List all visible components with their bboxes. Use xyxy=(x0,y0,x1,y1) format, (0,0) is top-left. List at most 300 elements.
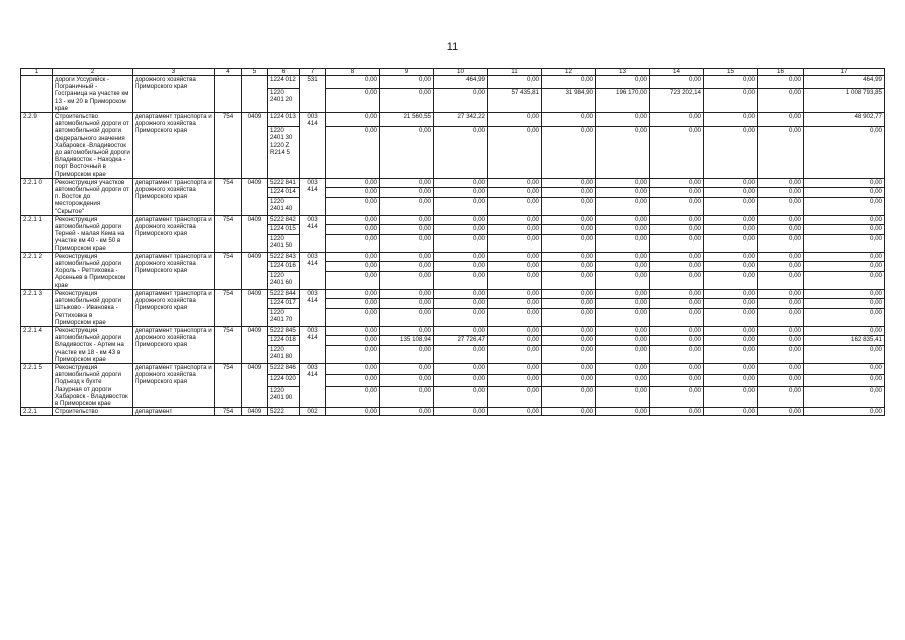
amount-cell: 0,00 xyxy=(758,88,804,112)
amount-cell: 0,00 xyxy=(804,345,885,363)
amount-cell: 0,00 xyxy=(804,225,885,235)
column-number: 12 xyxy=(542,69,596,76)
target-code: 1220 2401 90 xyxy=(268,386,300,407)
amount-cell: 0,00 xyxy=(434,299,488,309)
amount-cell: 0,00 xyxy=(380,197,434,215)
amount-cell: 0,00 xyxy=(380,308,434,326)
amount-cell: 0,00 xyxy=(488,408,542,416)
amount-cell: 0,00 xyxy=(434,375,488,386)
amount-cell: 0,00 xyxy=(380,188,434,198)
amount-cell: 0,00 xyxy=(434,215,488,225)
amount-cell: 464,99 xyxy=(804,76,885,89)
amount-cell: 0,00 xyxy=(704,262,758,272)
target-code: 1224 012 xyxy=(268,76,300,89)
amount-cell: 0,00 xyxy=(488,197,542,215)
amount-cell: 0,00 xyxy=(596,408,650,416)
amount-cell: 0,00 xyxy=(650,234,704,252)
amount-cell: 0,00 xyxy=(596,326,650,336)
amount-cell: 0,00 xyxy=(804,188,885,198)
column-number: 3 xyxy=(133,69,215,76)
amount-cell: 0,00 xyxy=(758,234,804,252)
department-name: департамент xyxy=(133,408,215,416)
amount-cell: 0,00 xyxy=(596,299,650,309)
amount-cell: 0,00 xyxy=(596,127,650,179)
amount-cell: 0,00 xyxy=(326,178,380,188)
amount-cell: 0,00 xyxy=(650,197,704,215)
object-name: Строительство xyxy=(53,408,133,416)
amount-cell: 0,00 xyxy=(542,345,596,363)
amount-cell: 0,00 xyxy=(704,188,758,198)
amount-cell: 0,00 xyxy=(488,308,542,326)
amount-cell: 0,00 xyxy=(704,178,758,188)
amount-cell: 0,00 xyxy=(380,215,434,225)
amount-cell: 0,00 xyxy=(542,308,596,326)
amount-cell: 0,00 xyxy=(542,326,596,336)
ministry-code: 754 xyxy=(215,408,242,416)
row-number: 2.2.1 4 xyxy=(21,326,53,363)
amount-cell: 723 202,14 xyxy=(650,88,704,112)
budget-table xyxy=(20,68,885,416)
amount-cell: 0,00 xyxy=(650,178,704,188)
amount-cell: 0,00 xyxy=(434,386,488,407)
section-code: 0409 xyxy=(242,178,268,215)
department-name: департамент транспорта и дорожного хозяйства Приморского края xyxy=(133,289,215,326)
column-number: 15 xyxy=(704,69,758,76)
amount-cell: 0,00 xyxy=(380,326,434,336)
amount-cell: 0,00 xyxy=(596,375,650,386)
amount-cell: 0,00 xyxy=(650,271,704,289)
amount-cell: 57 435,81 xyxy=(488,88,542,112)
amount-cell: 0,00 xyxy=(488,271,542,289)
table-row xyxy=(21,252,885,262)
amount-cell: 0,00 xyxy=(596,225,650,235)
amount-cell: 0,00 xyxy=(704,363,758,374)
amount-cell: 0,00 xyxy=(488,289,542,299)
amount-cell: 0,00 xyxy=(650,375,704,386)
amount-cell: 0,00 xyxy=(804,262,885,272)
section-code: 0409 xyxy=(242,252,268,289)
amount-cell: 0,00 xyxy=(758,386,804,407)
amount-cell: 0,00 xyxy=(326,215,380,225)
amount-cell: 0,00 xyxy=(542,336,596,346)
amount-cell: 0,00 xyxy=(488,375,542,386)
department-name: департамент транспорта и дорожного хозяйства Приморского края xyxy=(133,113,215,179)
amount-cell: 0,00 xyxy=(596,262,650,272)
section-code: 0409 xyxy=(242,408,268,416)
amount-cell: 0,00 xyxy=(650,225,704,235)
amount-cell: 0,00 xyxy=(704,375,758,386)
ministry-code: 754 xyxy=(215,363,242,407)
amount-cell: 0,00 xyxy=(650,299,704,309)
amount-cell: 0,00 xyxy=(326,252,380,262)
amount-cell: 0,00 xyxy=(542,289,596,299)
amount-cell: 0,00 xyxy=(326,336,380,346)
column-number: 5 xyxy=(242,69,268,76)
ministry-code: 754 xyxy=(215,215,242,252)
amount-cell: 0,00 xyxy=(804,289,885,299)
amount-cell: 0,00 xyxy=(758,178,804,188)
amount-cell: 0,00 xyxy=(650,408,704,416)
target-code: 1220 2401 30 1220 Z R214 5 xyxy=(268,127,300,179)
amount-cell: 0,00 xyxy=(758,299,804,309)
amount-cell: 0,00 xyxy=(758,289,804,299)
amount-cell: 0,00 xyxy=(804,326,885,336)
amount-cell: 0,00 xyxy=(704,113,758,127)
amount-cell: 0,00 xyxy=(326,299,380,309)
amount-cell: 0,00 xyxy=(596,386,650,407)
amount-cell: 0,00 xyxy=(488,336,542,346)
amount-cell: 0,00 xyxy=(380,363,434,374)
target-code: 1220 2401 80 xyxy=(268,345,300,363)
amount-cell: 0,00 xyxy=(758,127,804,179)
amount-cell: 0,00 xyxy=(804,299,885,309)
amount-cell: 0,00 xyxy=(380,271,434,289)
amount-cell: 0,00 xyxy=(758,345,804,363)
row-number xyxy=(21,76,53,113)
amount-cell: 0,00 xyxy=(596,178,650,188)
target-code: 1220 2401 60 xyxy=(268,271,300,289)
amount-cell: 0,00 xyxy=(704,345,758,363)
amount-cell: 0,00 xyxy=(380,262,434,272)
amount-cell: 0,00 xyxy=(488,234,542,252)
expense-type-code: 003 414 xyxy=(300,215,326,252)
object-name: Реконструкция автомобильной дороги Хороль - Реттиховка - Арсеньев в Приморском крае xyxy=(53,252,133,289)
department-name: департамент транспорта и дорожного хозяйства Приморского края xyxy=(133,178,215,215)
amount-cell: 0,00 xyxy=(488,262,542,272)
column-number: 17 xyxy=(804,69,885,76)
column-number: 8 xyxy=(326,69,380,76)
amount-cell: 0,00 xyxy=(804,363,885,374)
amount-cell: 0,00 xyxy=(650,363,704,374)
amount-cell: 0,00 xyxy=(704,234,758,252)
amount-cell: 0,00 xyxy=(650,336,704,346)
target-code: 1224 015 xyxy=(268,225,300,235)
amount-cell: 0,00 xyxy=(326,76,380,89)
amount-cell: 0,00 xyxy=(650,188,704,198)
amount-cell: 0,00 xyxy=(488,127,542,179)
amount-cell: 0,00 xyxy=(650,345,704,363)
amount-cell: 0,00 xyxy=(326,375,380,386)
amount-cell: 0,00 xyxy=(488,363,542,374)
ministry-code: 754 xyxy=(215,252,242,289)
amount-cell: 0,00 xyxy=(542,408,596,416)
department-name: дорожного хозяйства Приморского края xyxy=(133,76,215,113)
amount-cell: 0,00 xyxy=(542,234,596,252)
amount-cell: 0,00 xyxy=(704,408,758,416)
amount-cell: 0,00 xyxy=(434,289,488,299)
object-name: Реконструкция автомобильной дороги Подъезд к бухте Лазурная от дороги Хабаровск - Владивосток в Приморском крае xyxy=(53,363,133,407)
department-name: департамент транспорта и дорожного хозяйства Приморского края xyxy=(133,326,215,363)
object-name: дороги Уссурийск - Пограничный - Госграница на участке км 13 - км 20 в Приморском крае xyxy=(53,76,133,113)
amount-cell: 0,00 xyxy=(596,113,650,127)
amount-cell: 0,00 xyxy=(704,252,758,262)
amount-cell: 0,00 xyxy=(326,345,380,363)
amount-cell: 0,00 xyxy=(804,127,885,179)
row-number: 2.2.1 2 xyxy=(21,252,53,289)
ministry-code: 754 xyxy=(215,178,242,215)
column-number: 13 xyxy=(596,69,650,76)
amount-cell: 0,00 xyxy=(804,252,885,262)
object-name: Реконструкция автомобильной дороги Терней - малая Кема на участке км 40 - км 50 в Приморском крае xyxy=(53,215,133,252)
amount-cell: 0,00 xyxy=(380,299,434,309)
amount-cell: 0,00 xyxy=(596,76,650,89)
amount-cell: 0,00 xyxy=(650,113,704,127)
amount-cell: 0,00 xyxy=(488,76,542,89)
column-number: 9 xyxy=(380,69,434,76)
amount-cell: 0,00 xyxy=(804,197,885,215)
amount-cell: 0,00 xyxy=(704,215,758,225)
amount-cell: 0,00 xyxy=(380,345,434,363)
section-code: 0409 xyxy=(242,363,268,407)
department-name: департамент транспорта и дорожного хозяйства Приморского края xyxy=(133,252,215,289)
amount-cell: 0,00 xyxy=(758,336,804,346)
target-code: 1224 020 xyxy=(268,375,300,386)
amount-cell: 0,00 xyxy=(434,127,488,179)
row-number: 2.2.9 xyxy=(21,113,53,179)
amount-cell: 0,00 xyxy=(758,252,804,262)
amount-cell: 0,00 xyxy=(704,386,758,407)
amount-cell: 0,00 xyxy=(326,225,380,235)
amount-cell: 0,00 xyxy=(434,408,488,416)
table-row xyxy=(21,289,885,299)
column-number: 1 xyxy=(21,69,53,76)
amount-cell: 0,00 xyxy=(326,326,380,336)
amount-cell: 0,00 xyxy=(650,262,704,272)
amount-cell: 0,00 xyxy=(380,408,434,416)
target-code: 1224 014 xyxy=(268,188,300,198)
amount-cell: 0,00 xyxy=(488,178,542,188)
target-code: 5222 843 xyxy=(268,252,300,262)
amount-cell: 0,00 xyxy=(804,215,885,225)
amount-cell: 0,00 xyxy=(596,215,650,225)
amount-cell: 196 170,00 xyxy=(596,88,650,112)
section-code: 0409 xyxy=(242,289,268,326)
table-row xyxy=(21,408,885,416)
amount-cell: 0,00 xyxy=(596,252,650,262)
expense-type-code: 003 414 xyxy=(300,326,326,363)
target-code: 1224 013 xyxy=(268,113,300,127)
expense-type-code: 003 414 xyxy=(300,289,326,326)
amount-cell: 0,00 xyxy=(326,234,380,252)
amount-cell: 0,00 xyxy=(596,197,650,215)
target-code: 5222 844 xyxy=(268,289,300,299)
amount-cell: 0,00 xyxy=(758,188,804,198)
amount-cell: 0,00 xyxy=(434,308,488,326)
section-code: 0409 xyxy=(242,215,268,252)
amount-cell: 0,00 xyxy=(804,178,885,188)
amount-cell: 0,00 xyxy=(380,127,434,179)
amount-cell: 27 342,22 xyxy=(434,113,488,127)
amount-cell: 0,00 xyxy=(434,271,488,289)
amount-cell: 0,00 xyxy=(380,289,434,299)
amount-cell: 0,00 xyxy=(542,271,596,289)
amount-cell: 0,00 xyxy=(804,271,885,289)
amount-cell: 0,00 xyxy=(542,188,596,198)
table-row xyxy=(21,76,885,89)
table-row xyxy=(21,215,885,225)
amount-cell: 0,00 xyxy=(704,88,758,112)
amount-cell: 0,00 xyxy=(326,127,380,179)
amount-cell: 0,00 xyxy=(434,363,488,374)
amount-cell: 0,00 xyxy=(326,363,380,374)
target-code: 5222 845 xyxy=(268,326,300,336)
column-number: 4 xyxy=(215,69,242,76)
column-number: 16 xyxy=(758,69,804,76)
column-number: 2 xyxy=(53,69,133,76)
amount-cell: 0,00 xyxy=(758,375,804,386)
ministry-code: 754 xyxy=(215,289,242,326)
amount-cell: 0,00 xyxy=(380,76,434,89)
amount-cell: 0,00 xyxy=(704,326,758,336)
amount-cell: 0,00 xyxy=(380,375,434,386)
expense-type-code: 002 xyxy=(300,408,326,416)
amount-cell: 0,00 xyxy=(758,76,804,89)
amount-cell: 0,00 xyxy=(650,386,704,407)
amount-cell: 0,00 xyxy=(542,113,596,127)
table-row xyxy=(21,363,885,374)
amount-cell: 0,00 xyxy=(488,225,542,235)
amount-cell: 0,00 xyxy=(704,127,758,179)
amount-cell: 0,00 xyxy=(326,308,380,326)
column-number: 6 xyxy=(268,69,300,76)
amount-cell: 0,00 xyxy=(542,127,596,179)
page-number: 11 xyxy=(446,41,459,53)
amount-cell: 0,00 xyxy=(380,252,434,262)
amount-cell: 464,99 xyxy=(434,76,488,89)
object-name: Реконструкция автомобильной дороги Владивосток - Артем на участке км 18 - км 43 в Приморском крае xyxy=(53,326,133,363)
target-code: 1224 017 xyxy=(268,299,300,309)
amount-cell: 0,00 xyxy=(704,308,758,326)
amount-cell: 0,00 xyxy=(488,188,542,198)
amount-cell: 0,00 xyxy=(758,271,804,289)
amount-cell: 0,00 xyxy=(704,197,758,215)
object-name: Реконструкция участков автомобильной дороги от п. Восток до месторождения "Скрытое" xyxy=(53,178,133,215)
amount-cell: 0,00 xyxy=(596,363,650,374)
amount-cell: 0,00 xyxy=(434,197,488,215)
amount-cell: 0,00 xyxy=(380,234,434,252)
amount-cell: 0,00 xyxy=(326,113,380,127)
amount-cell: 0,00 xyxy=(758,225,804,235)
amount-cell: 0,00 xyxy=(488,113,542,127)
amount-cell: 0,00 xyxy=(704,76,758,89)
amount-cell: 0,00 xyxy=(704,271,758,289)
amount-cell: 0,00 xyxy=(650,252,704,262)
target-code: 1220 2401 40 xyxy=(268,197,300,215)
amount-cell: 0,00 xyxy=(326,262,380,272)
amount-cell: 0,00 xyxy=(596,271,650,289)
table-row xyxy=(21,178,885,188)
expense-type-code: 003 414 xyxy=(300,252,326,289)
amount-cell: 0,00 xyxy=(434,262,488,272)
amount-cell: 0,00 xyxy=(596,234,650,252)
target-code: 5222 xyxy=(268,408,300,416)
expense-type-code: 003 414 xyxy=(300,363,326,407)
amount-cell: 0,00 xyxy=(758,408,804,416)
amount-cell: 0,00 xyxy=(650,289,704,299)
amount-cell: 0,00 xyxy=(326,408,380,416)
section-code xyxy=(242,76,268,113)
section-code: 0409 xyxy=(242,326,268,363)
amount-cell: 0,00 xyxy=(380,386,434,407)
amount-cell: 21 560,55 xyxy=(380,113,434,127)
target-code: 5222 846 xyxy=(268,363,300,374)
amount-cell: 0,00 xyxy=(326,197,380,215)
amount-cell: 0,00 xyxy=(488,386,542,407)
amount-cell: 0,00 xyxy=(434,252,488,262)
amount-cell: 31 984,90 xyxy=(542,88,596,112)
expense-type-code: 531 xyxy=(300,76,326,113)
amount-cell: 0,00 xyxy=(542,262,596,272)
amount-cell: 48 902,77 xyxy=(804,113,885,127)
amount-cell: 0,00 xyxy=(704,289,758,299)
amount-cell: 0,00 xyxy=(326,88,380,112)
amount-cell: 0,00 xyxy=(758,262,804,272)
amount-cell: 0,00 xyxy=(542,375,596,386)
amount-cell: 0,00 xyxy=(758,326,804,336)
amount-cell: 1 008 793,85 xyxy=(804,88,885,112)
expense-type-code: 003 414 xyxy=(300,178,326,215)
amount-cell: 0,00 xyxy=(704,225,758,235)
row-number: 2.2.1 0 xyxy=(21,178,53,215)
amount-cell: 0,00 xyxy=(596,345,650,363)
target-code: 1224 016 xyxy=(268,262,300,272)
amount-cell: 0,00 xyxy=(488,326,542,336)
amount-cell: 0,00 xyxy=(380,225,434,235)
amount-cell: 0,00 xyxy=(650,215,704,225)
amount-cell: 0,00 xyxy=(758,113,804,127)
amount-cell: 0,00 xyxy=(542,225,596,235)
amount-cell: 0,00 xyxy=(596,308,650,326)
amount-cell: 0,00 xyxy=(596,336,650,346)
amount-cell: 0,00 xyxy=(650,127,704,179)
amount-cell: 0,00 xyxy=(434,188,488,198)
table-row xyxy=(21,113,885,127)
column-number: 10 xyxy=(434,69,488,76)
table-row xyxy=(21,326,885,336)
amount-cell: 0,00 xyxy=(542,363,596,374)
ministry-code: 754 xyxy=(215,113,242,179)
amount-cell: 0,00 xyxy=(542,299,596,309)
department-name: департамент транспорта и дорожного хозяйства Приморского края xyxy=(133,363,215,407)
amount-cell: 0,00 xyxy=(326,386,380,407)
amount-cell: 0,00 xyxy=(542,215,596,225)
row-number: 2.2.1 5 xyxy=(21,363,53,407)
section-code: 0409 xyxy=(242,113,268,179)
target-code: 5222 841 xyxy=(268,178,300,188)
department-name: департамент транспорта и дорожного хозяйства Приморского края xyxy=(133,215,215,252)
ministry-code xyxy=(215,76,242,113)
amount-cell: 0,00 xyxy=(434,88,488,112)
amount-cell: 0,00 xyxy=(596,289,650,299)
amount-cell: 0,00 xyxy=(650,76,704,89)
target-code: 1224 018 xyxy=(268,336,300,346)
amount-cell: 0,00 xyxy=(758,215,804,225)
amount-cell: 0,00 xyxy=(758,363,804,374)
ministry-code: 754 xyxy=(215,326,242,363)
amount-cell: 0,00 xyxy=(434,178,488,188)
amount-cell: 0,00 xyxy=(380,88,434,112)
object-name: Реконструкция автомобильной дороги Штыково - Ивановка - Реттиховка в Приморском крае xyxy=(53,289,133,326)
amount-cell: 0,00 xyxy=(326,289,380,299)
amount-cell: 0,00 xyxy=(650,326,704,336)
row-number: 2.2.1 3 xyxy=(21,289,53,326)
row-number: 2.2.1 xyxy=(21,408,53,416)
amount-cell: 0,00 xyxy=(804,386,885,407)
column-number: 11 xyxy=(488,69,542,76)
column-number-row xyxy=(21,69,885,76)
amount-cell: 0,00 xyxy=(758,308,804,326)
amount-cell: 0,00 xyxy=(380,178,434,188)
